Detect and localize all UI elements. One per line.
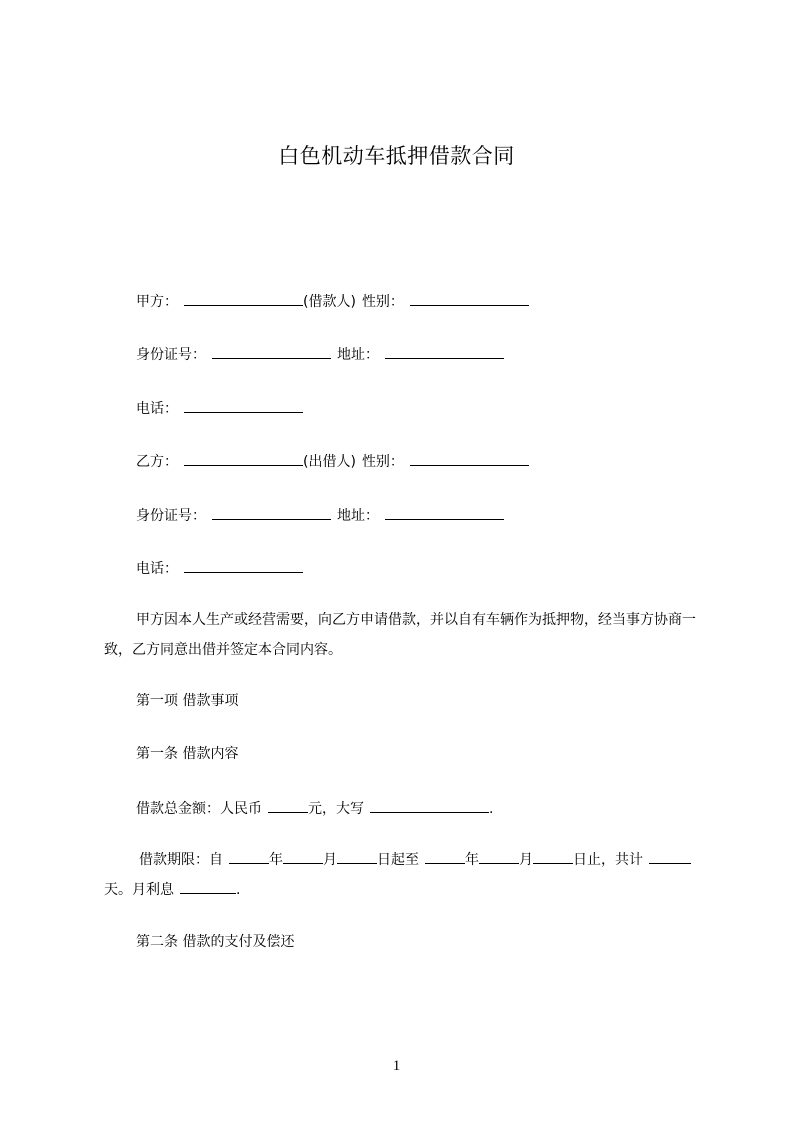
party-b-gender-blank xyxy=(410,451,529,466)
term-days-unit: 天。月利息 xyxy=(104,882,174,898)
party-a-line xyxy=(136,291,529,312)
amount-line xyxy=(136,798,493,819)
term-paragraph xyxy=(104,845,704,905)
party-b-address-label: 地址： xyxy=(337,508,379,524)
party-b-id-line xyxy=(136,505,504,526)
party-b-line xyxy=(136,451,529,472)
party-a-role: (借款人) xyxy=(303,294,356,310)
term-start-month-unit: 月 xyxy=(323,852,337,868)
term-end: . xyxy=(236,882,241,898)
term-start-day-unit: 日起至 xyxy=(377,852,419,868)
term-days-blank-b xyxy=(661,849,691,864)
party-b-phone-blank xyxy=(184,558,303,573)
term-end-year-blank xyxy=(425,849,465,864)
party-b-phone-line xyxy=(136,558,303,579)
term-start-year-blank xyxy=(229,849,269,864)
party-b-address-blank xyxy=(385,505,504,520)
party-a-phone-line xyxy=(136,398,303,419)
party-b-phone-label: 电话： xyxy=(136,561,178,577)
term-start-month-blank xyxy=(283,849,323,864)
amount-end: . xyxy=(489,801,494,817)
term-end-day-unit: 日止，共计 xyxy=(573,852,643,868)
party-b-label: 乙方： xyxy=(136,454,178,470)
term-start-day-blank xyxy=(337,849,377,864)
article-1-heading: 第一条 借款内容 xyxy=(136,746,239,762)
amount-words-blank xyxy=(370,798,489,813)
term-end-month-blank xyxy=(479,849,519,864)
party-a-address-blank xyxy=(385,344,504,359)
article-2-heading: 第二条 借款的支付及偿还 xyxy=(136,934,295,950)
party-a-name-blank xyxy=(184,291,303,306)
term-end-month-unit: 月 xyxy=(519,852,533,868)
term-start-year-unit: 年 xyxy=(269,852,283,868)
amount-label: 借款总金额：人民币 xyxy=(136,801,262,817)
party-b-id-blank xyxy=(212,505,331,520)
party-b-gender-label: 性别： xyxy=(361,454,404,470)
amount-unit: 元，大写 xyxy=(308,801,364,817)
party-a-label: 甲方： xyxy=(136,294,178,310)
party-b-role: (出借人) xyxy=(303,454,356,470)
intro-text: 甲方因本人生产或经营需要，向乙方申请借款，并以自有车辆作为抵押物，经当事方协商一致，乙方同意出借并签定本合同内容。 xyxy=(104,612,696,658)
party-a-gender-blank xyxy=(410,291,529,306)
party-a-phone-label: 电话： xyxy=(136,401,178,417)
party-b-id-label: 身份证号： xyxy=(136,508,206,524)
page-number: 1 xyxy=(392,1058,401,1074)
party-a-phone-blank xyxy=(184,398,303,413)
party-a-id-blank xyxy=(212,344,331,359)
party-a-id-label: 身份证号： xyxy=(136,347,206,363)
party-a-gender-label: 性别： xyxy=(361,294,404,310)
party-b-name-blank xyxy=(184,451,303,466)
amount-number-blank xyxy=(268,798,308,813)
section-1-heading: 第一项 借款事项 xyxy=(136,693,239,709)
party-a-id-line xyxy=(136,344,504,365)
term-label: 借款期限：自 xyxy=(139,852,223,868)
document-title: 白色机动车抵押借款合同 xyxy=(278,144,515,168)
term-days-blank-a xyxy=(649,849,661,864)
term-end-day-blank xyxy=(533,849,573,864)
party-a-address-label: 地址： xyxy=(337,347,379,363)
term-interest-blank xyxy=(180,879,236,894)
intro-paragraph xyxy=(104,605,704,665)
term-end-year-unit: 年 xyxy=(465,852,479,868)
